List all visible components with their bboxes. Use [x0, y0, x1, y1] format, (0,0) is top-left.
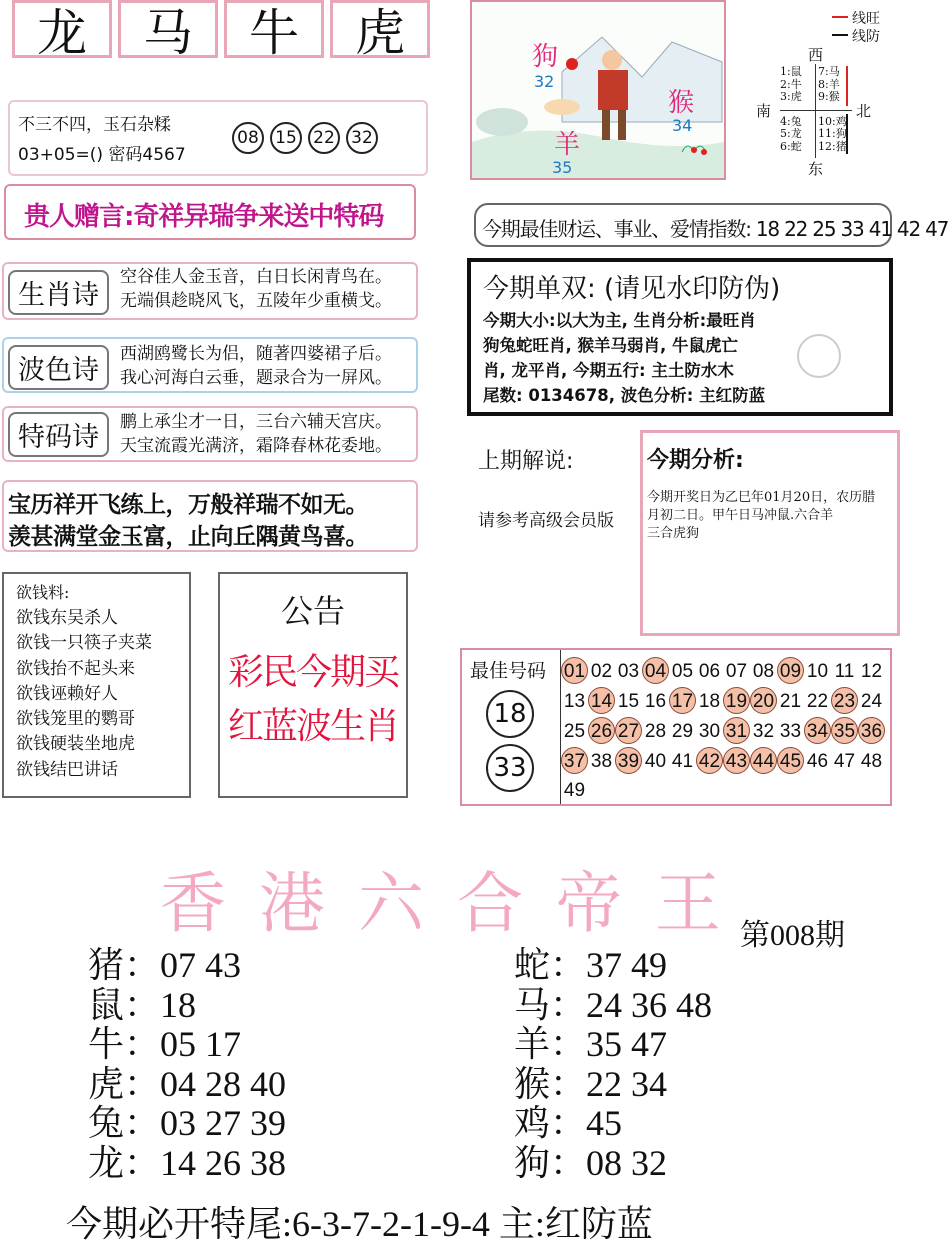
analysis-title: 今期分析: — [647, 448, 744, 473]
grid-number: 14 — [588, 687, 615, 714]
grid-number: 44 — [750, 747, 777, 774]
grid-number: 28 — [644, 721, 667, 742]
compass-item: 5:龙 — [780, 127, 802, 140]
grid-number: 30 — [698, 721, 721, 742]
grid-number: 48 — [860, 751, 883, 772]
compass-left-col — [780, 66, 802, 153]
compass-item: 4:兔 — [780, 114, 802, 128]
desire-item: 欲钱一只筷子夹菜 — [16, 633, 152, 654]
couplet-line1: 宝历祥开飞练上，万般祥瑞不如无。 — [8, 492, 368, 518]
analysis-line: 今期开奖日为乙巳年01月20日，农历腊 — [647, 490, 876, 505]
monkey-label: 猴 — [668, 88, 695, 118]
legend-fang-line — [832, 34, 848, 36]
poem-tag-zodiac: 生肖诗 — [8, 270, 109, 315]
single-double-line: 肖, 龙平肖, 今期五行: 主土防水木 — [483, 361, 734, 380]
grid-number: 37 — [561, 747, 588, 774]
riddle-numbers — [232, 122, 384, 154]
zodiac-box-2: 马 — [118, 0, 218, 58]
desire-item: 欲钱笼里的鹦哥 — [16, 709, 135, 730]
poem-text-special-1: 鹏上承尘才一日，三台六辅天宫庆。 — [120, 412, 392, 432]
grid-number: 47 — [833, 751, 856, 772]
grid-number: 49 — [563, 780, 586, 801]
compass-item: 6:蛇 — [780, 139, 802, 153]
sheep-label: 羊 — [554, 130, 581, 160]
grid-number: 03 — [617, 661, 640, 682]
grid-number: 13 — [563, 691, 586, 712]
zodiac-row: 蛇：37 49 — [514, 945, 668, 985]
sheep-number: 35 — [552, 158, 573, 177]
zodiac-row: 猪：07 43 — [88, 945, 242, 985]
grid-number: 42 — [696, 747, 723, 774]
brand-title: 香 港 六 合 帝 王 — [160, 865, 727, 942]
grid-number: 02 — [590, 661, 613, 682]
zodiac-row: 羊：35 47 — [514, 1024, 668, 1064]
compass-item: 9:猴 — [818, 90, 840, 103]
grid-number: 31 — [723, 717, 750, 744]
fortune-index: 今期最佳财运、事业、爱情指数: 18 22 25 33 41 42 47 — [482, 217, 948, 241]
grid-number: 34 — [804, 717, 831, 744]
poem-text-special-2: 天宝流霞光满济，霜降春林花委地。 — [120, 436, 392, 456]
desire-item: 欲钱抬不起头来 — [16, 658, 135, 679]
monkey-number: 34 — [672, 116, 693, 135]
poem-text-wave-1: 西湖鸥鹭长为侣，随著四婆裙子后。 — [120, 344, 392, 364]
zodiac-row: 兔：03 27 39 — [88, 1103, 287, 1143]
compass-north: 北 — [856, 102, 872, 120]
poem-text-wave-2: 我心河海白云垂，题录合为一屏风。 — [120, 368, 392, 388]
dog-number: 32 — [534, 72, 555, 91]
zodiac-row: 马：24 36 48 — [514, 984, 713, 1025]
single-double-title: 今期单双: (请见水印防伪) — [483, 274, 781, 304]
zodiac-row: 狗：08 32 — [514, 1142, 668, 1183]
grid-number: 19 — [723, 687, 750, 714]
grid-number: 04 — [642, 657, 669, 684]
compass-item: 2:牛 — [780, 77, 802, 91]
grid-number: 05 — [671, 661, 694, 682]
couplet-box — [2, 480, 418, 552]
watermark-seal — [797, 334, 841, 378]
poem-tag-wave: 波色诗 — [8, 345, 109, 390]
zodiac-box-3: 牛 — [224, 0, 324, 58]
best-number-2: 33 — [486, 744, 534, 792]
zodiac-numbers-right — [514, 946, 712, 1183]
compass-east: 东 — [808, 160, 824, 178]
legend-wang: 线旺 — [852, 11, 880, 27]
poem-tag-special: 特码诗 — [8, 412, 109, 457]
zodiac-row: 鼠：18 — [88, 984, 197, 1025]
grid-number: 17 — [669, 687, 696, 714]
grid-number: 24 — [860, 691, 883, 712]
grid-number: 01 — [561, 657, 588, 684]
last-period-title: 上期解说: — [478, 449, 574, 474]
analysis-text — [647, 489, 875, 543]
grid-number: 40 — [644, 751, 667, 772]
grid-number: 38 — [590, 751, 613, 772]
grid-number: 06 — [698, 661, 721, 682]
last-period-text: 请参考高级会员版 — [478, 511, 614, 531]
grid-number: 35 — [831, 717, 858, 744]
notice-box — [218, 572, 408, 798]
single-double-line: 狗兔蛇旺肖, 猴羊马弱肖, 牛鼠虎亡 — [483, 336, 739, 355]
grid-number: 27 — [615, 717, 642, 744]
noble-words-box — [4, 184, 416, 240]
notice-title: 公告 — [280, 592, 345, 630]
legend-wang-line — [832, 16, 848, 18]
compass-item: 11:狗 — [818, 127, 847, 140]
footer-tail-numbers: 今期必开特尾:6-3-7-2-1-9-4 主:红防蓝 — [66, 1204, 653, 1244]
compass-item: 10:鸡 — [818, 114, 847, 128]
grid-number: 16 — [644, 691, 667, 712]
riddle-box — [8, 100, 428, 176]
compass-vline — [815, 64, 816, 158]
grid-number: 20 — [750, 687, 777, 714]
grid-number: 12 — [860, 661, 883, 682]
couplet-line2: 羡甚满堂金玉富，止向丘隅黄鸟喜。 — [8, 524, 368, 550]
grid-number: 33 — [779, 721, 802, 742]
grid-number: 21 — [779, 691, 802, 712]
dog-label: 狗 — [532, 42, 559, 72]
riddle-number: 15 — [270, 122, 302, 154]
zodiac-row: 牛：05 17 — [88, 1024, 242, 1064]
riddle-line1: 不三不四，玉石杂糅 — [18, 115, 171, 135]
grid-number: 46 — [806, 751, 829, 772]
grid-number: 29 — [671, 721, 694, 742]
desire-item: 欲钱硬装坐地虎 — [16, 734, 135, 755]
zodiac-row: 鸡：45 — [514, 1103, 623, 1143]
compass-item: 7:马 — [818, 65, 840, 78]
compass-right-col — [818, 66, 847, 153]
compass-item: 1:鼠 — [780, 65, 802, 78]
analysis-line: 三合虎狗 — [647, 526, 700, 541]
zodiac-row: 猴：22 34 — [514, 1063, 668, 1104]
grid-number: 22 — [806, 691, 829, 712]
period-number: 第008期 — [740, 919, 845, 952]
desire-list — [16, 606, 152, 783]
single-double-line: 尾数: 0134678, 波色分析: 主红防蓝 — [483, 386, 766, 405]
poem-text-zodiac-1: 空谷佳人金玉音，白日长闲青鸟在。 — [120, 267, 392, 287]
desire-item: 欲钱东吴杀人 — [16, 608, 118, 628]
compass-item: 8:羊 — [818, 77, 840, 91]
compass-item: 12:猪 — [818, 139, 847, 153]
single-double-box — [467, 258, 893, 416]
desire-title: 欲钱料: — [16, 583, 70, 602]
grid-number: 36 — [858, 717, 885, 744]
analysis-box — [640, 430, 900, 636]
single-double-body — [483, 308, 765, 408]
grid-number: 43 — [723, 747, 750, 774]
grid-number: 10 — [806, 661, 829, 682]
best-number-1: 18 — [486, 690, 534, 738]
fortune-index-box — [474, 203, 948, 247]
grid-number: 41 — [671, 751, 694, 772]
zodiac-box-4: 虎 — [330, 0, 430, 58]
zodiac-row: 虎：04 28 40 — [88, 1063, 287, 1104]
grid-number: 08 — [752, 661, 775, 682]
grid-number: 39 — [615, 747, 642, 774]
desire-item: 欲钱结巴讲话 — [16, 759, 118, 780]
compass-item: 3:虎 — [780, 90, 802, 103]
riddle-number: 22 — [308, 122, 340, 154]
grid-number: 15 — [617, 691, 640, 712]
legend-fang: 线防 — [852, 29, 880, 45]
compass — [750, 0, 900, 180]
noble-words: 贵人赠言:奇祥异瑞争来送中特码 — [24, 202, 384, 232]
zodiac-box-1: 龙 — [12, 0, 112, 58]
single-double-line: 今期大小:以大为主, 生肖分析:最旺肖 — [483, 311, 756, 330]
analysis-line: 月初二日。甲午日马冲鼠.六合羊 — [647, 508, 834, 523]
notice-line1: 彩民今期买 — [227, 652, 398, 693]
compass-south: 南 — [756, 102, 772, 120]
illustration-box — [470, 0, 726, 180]
notice-line2: 红蓝波生肖 — [227, 706, 398, 747]
grid-number: 45 — [777, 747, 804, 774]
grid-number: 07 — [725, 661, 748, 682]
riddle-number: 08 — [232, 122, 264, 154]
grid-number: 32 — [752, 721, 775, 742]
riddle-line2: 03+05=() 密码4567 — [18, 145, 186, 165]
best-numbers-title: 最佳号码 — [470, 660, 547, 682]
desire-item: 欲钱诬赖好人 — [16, 683, 118, 704]
grid-number: 25 — [563, 721, 586, 742]
grid-number: 11 — [834, 661, 855, 682]
grid-number: 18 — [698, 691, 721, 712]
grid-number: 23 — [831, 687, 858, 714]
zodiac-numbers-left — [88, 946, 286, 1183]
zodiac-row: 龙：14 26 38 — [88, 1142, 287, 1183]
number-grid — [561, 656, 891, 805]
poem-text-zodiac-2: 无端俱趁晓风飞，五陵年少重横戈。 — [120, 291, 392, 311]
compass-west: 西 — [808, 46, 824, 64]
grid-number: 09 — [777, 657, 804, 684]
desire-box — [2, 572, 191, 798]
riddle-number: 32 — [346, 122, 378, 154]
grid-number: 26 — [588, 717, 615, 744]
